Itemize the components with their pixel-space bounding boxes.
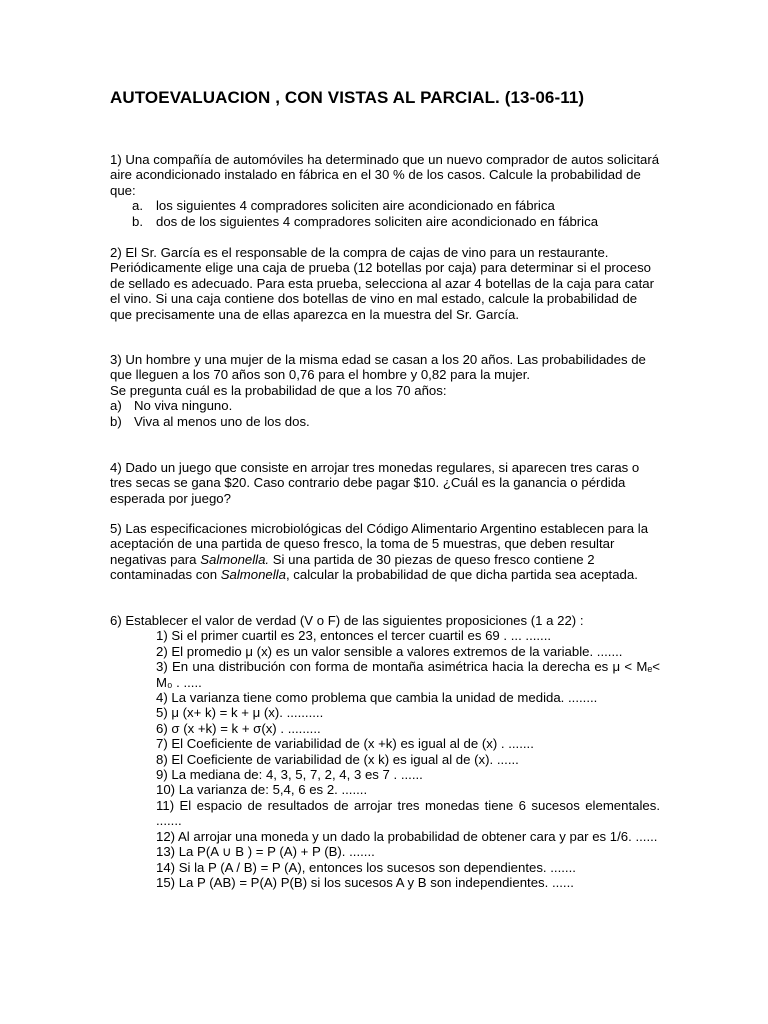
question-5 [110, 521, 660, 583]
question-2-text: 2) El Sr. García es el responsable de la compra de cajas de vino para un restaurante. Periódicamente elige una caja de prueba (12 botellas por caja) para determinar si el proceso de sellado es adecuado. Para esta prueba, selecciona al azar 4 botellas de la caja para catar el vino. Si una caja contiene dos botellas de vino en mal estado, calcule la probabilidad de que precisamente una de ellas aparezca en la muestra del Sr. García. [110, 245, 654, 322]
question-6-intro: 6) Establecer el valor de verdad (V o F) de las siguientes proposiciones (1 a 22) : [110, 613, 584, 628]
proposition-item: 1) Si el primer cuartil es 23, entonces el tercer cuartil es 69 . ... ....... [156, 628, 552, 644]
list-marker: a. [132, 198, 143, 214]
proposition-item: 5) μ (x+ k) = k + μ (x). .......... [156, 705, 324, 721]
question-4 [110, 460, 660, 506]
list-marker: a) [110, 398, 122, 414]
proposition-item: 12) Al arrojar una moneda y un dado la probabilidad de obtener cara y par es 1/6. ...... [156, 828, 658, 844]
question-3 [110, 352, 660, 429]
question-5-text-part: , calcular la probabilidad de que dicha partida sea aceptada. [285, 567, 638, 583]
proposition-item: 10) La varianza de: 5,4, 6 es 2. ....... [156, 782, 368, 798]
question-5-italic-term: Salmonella [220, 567, 286, 583]
question-5-text-part: 5) Las especificaciones microbiológicas del Código Alimentario Argentino establecen para la aceptación de una partida de queso fresco, la toma de 5 muestras, que deben resultar negativas para [110, 521, 649, 567]
question-1 [110, 152, 660, 229]
question-6-propositions [110, 628, 660, 890]
document-title: AUTOEVALUACION , CON VISTAS AL PARCIAL. (13-06-11) [110, 88, 585, 107]
proposition-item: 11) El espacio de resultados de arrojar tres monedas tiene 6 sucesos elementales. ....... [156, 797, 660, 829]
question-3-text: 3) Un hombre y una mujer de la misma edad se casan a los 20 años. Las probabilidades de que lleguen a los 70 años son 0,76 para el hombre y 0,82 para la mujer. [110, 352, 646, 383]
question-3-item-b [110, 414, 660, 429]
question-1-text: 1) Una compañía de automóviles ha determinado que un nuevo comprador de autos solicitará aire acondicionado instalado en fábrica en el 30 % de los casos. Calcule la probabilidad de que: [110, 152, 660, 198]
proposition-item: 4) La varianza tiene como problema que cambia la unidad de medida. ........ [156, 690, 598, 706]
question-3-question: Se pregunta cuál es la probabilidad de que a los 70 años: [110, 382, 447, 398]
proposition-item: 3) En una distribución con forma de montaña asimétrica hacia la derecha es μ < Mₑ< M₀ . ..... [156, 659, 660, 690]
question-3-item-a [110, 398, 660, 413]
proposition-item: 2) El promedio μ (x) es un valor sensible a valores extremos de la variable. ....... [156, 643, 623, 659]
list-marker: b. [132, 213, 143, 229]
question-1-item-b [132, 214, 660, 229]
list-item-text: No viva ninguno. [134, 398, 233, 414]
list-item-text: Viva al menos uno de los dos. [134, 413, 310, 429]
proposition-item: 6) σ (x +k) = k + σ(x) . ......... [156, 720, 321, 736]
question-1-item-a [132, 198, 660, 213]
proposition-item: 7) El Coeficiente de variabilidad de (x +k) es igual al de (x) . ....... [156, 736, 534, 752]
list-marker: b) [110, 413, 122, 429]
proposition-item: 15) La P (AB) = P(A) P(B) si los sucesos A y B son independientes. ...... [156, 874, 574, 890]
proposition-item: 14) Si la P (A / B) = P (A), entonces los sucesos son dependientes. ....... [156, 859, 576, 875]
proposition-item: 13) La P(A ∪ B ) = P (A) + P (B). ....... [156, 844, 375, 860]
question-4-text: 4) Dado un juego que consiste en arrojar tres monedas regulares, si aparecen tres caras o tres secas se gana $20. Caso contrario debe pagar $10. ¿Cuál es la ganancia o pérdida esperada por juego? [110, 460, 640, 506]
question-6 [110, 613, 660, 890]
question-5-text-part: Si una partida de 30 piezas de queso fresco contiene 2 contaminadas con [110, 551, 595, 583]
list-item-text: los siguientes 4 compradores soliciten aire acondicionado en fábrica [156, 198, 555, 214]
question-5-text [110, 521, 660, 583]
proposition-item: 8) El Coeficiente de variabilidad de (x k) es igual al de (x). ...... [156, 751, 519, 767]
question-5-italic-term: Salmonella. [200, 551, 270, 567]
list-item-text: dos de los siguientes 4 compradores soliciten aire acondicionado en fábrica [156, 213, 599, 229]
proposition-item: 9) La mediana de: 4, 3, 5, 7, 2, 4, 3 es 7 . ...... [156, 767, 423, 783]
question-2 [110, 245, 660, 322]
